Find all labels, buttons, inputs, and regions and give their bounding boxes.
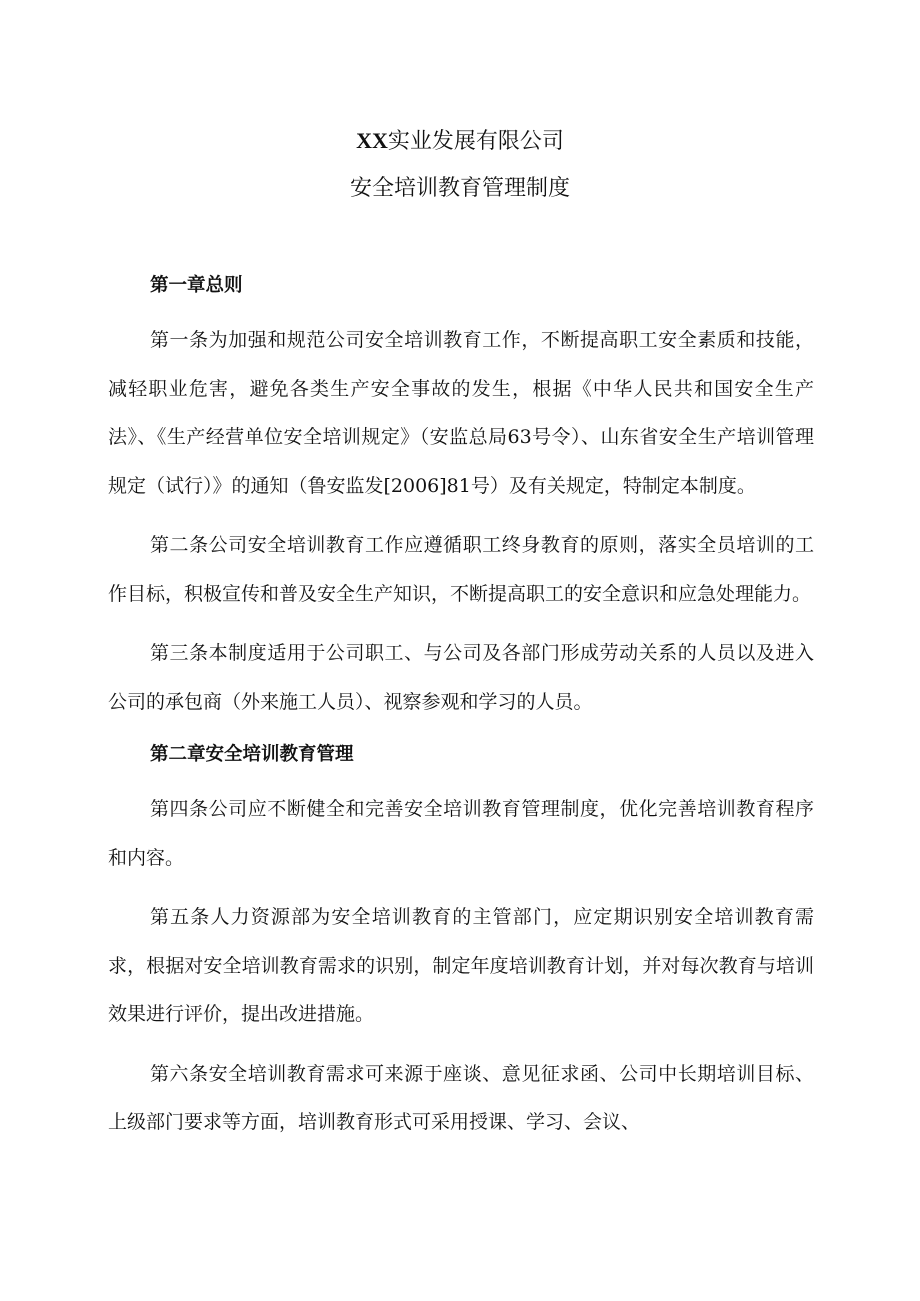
article-5-paragraph: 第五条人力资源部为安全培训教育的主管部门，应定期识别安全培训教育需求，根据对安全培训教育需求的识别，制定年度培训教育计划，并对每次教育与培训效果进行评价，提出改进措施。 bbox=[108, 906, 814, 1025]
document-title bbox=[0, 126, 920, 157]
title-prefix: XX bbox=[356, 128, 388, 153]
article-3-paragraph: 第三条本制度适用于公司职工、与公司及各部门形成劳动关系的人员以及进入公司的承包商（外来施工人员）、视察参观和学习的人员。 bbox=[108, 642, 814, 713]
chapter-2-heading: 第二章安全培训教育管理 bbox=[150, 744, 354, 765]
document-body bbox=[108, 268, 814, 1158]
title-company: 实业发展有限公司 bbox=[387, 129, 564, 154]
chapter-1-heading: 第一章总则 bbox=[150, 275, 243, 296]
article-2-paragraph: 第二条公司安全培训教育工作应遵循职工终身教育的原则，落实全员培训的工作目标，积极宣传和普及安全生产知识，不断提高职工的安全意识和应急处理能力。 bbox=[108, 534, 814, 605]
article-4-paragraph: 第四条公司应不断健全和完善安全培训教育管理制度，优化完善培训教育程序和内容。 bbox=[108, 798, 814, 869]
article-6-paragraph: 第六条安全培训教育需求可来源于座谈、意见征求函、公司中长期培训目标、上级部门要求等方面，培训教育形式可采用授课、学习、会议、 bbox=[108, 1062, 814, 1133]
document-subtitle: 安全培训教育管理制度 bbox=[349, 176, 570, 201]
article-1-paragraph: 第一条为加强和规范公司安全培训教育工作，不断提高职工安全素质和技能，减轻职业危害，避免各类生产安全事故的发生，根据《中华人民共和国安全生产法》、《生产经营单位安全培训规定》（安监总局63号令）、山东省安全生产培训管理规定（试行）》的通知（鲁安监发[2006]81号）及有关规定，特制定本制度。 bbox=[108, 329, 814, 497]
